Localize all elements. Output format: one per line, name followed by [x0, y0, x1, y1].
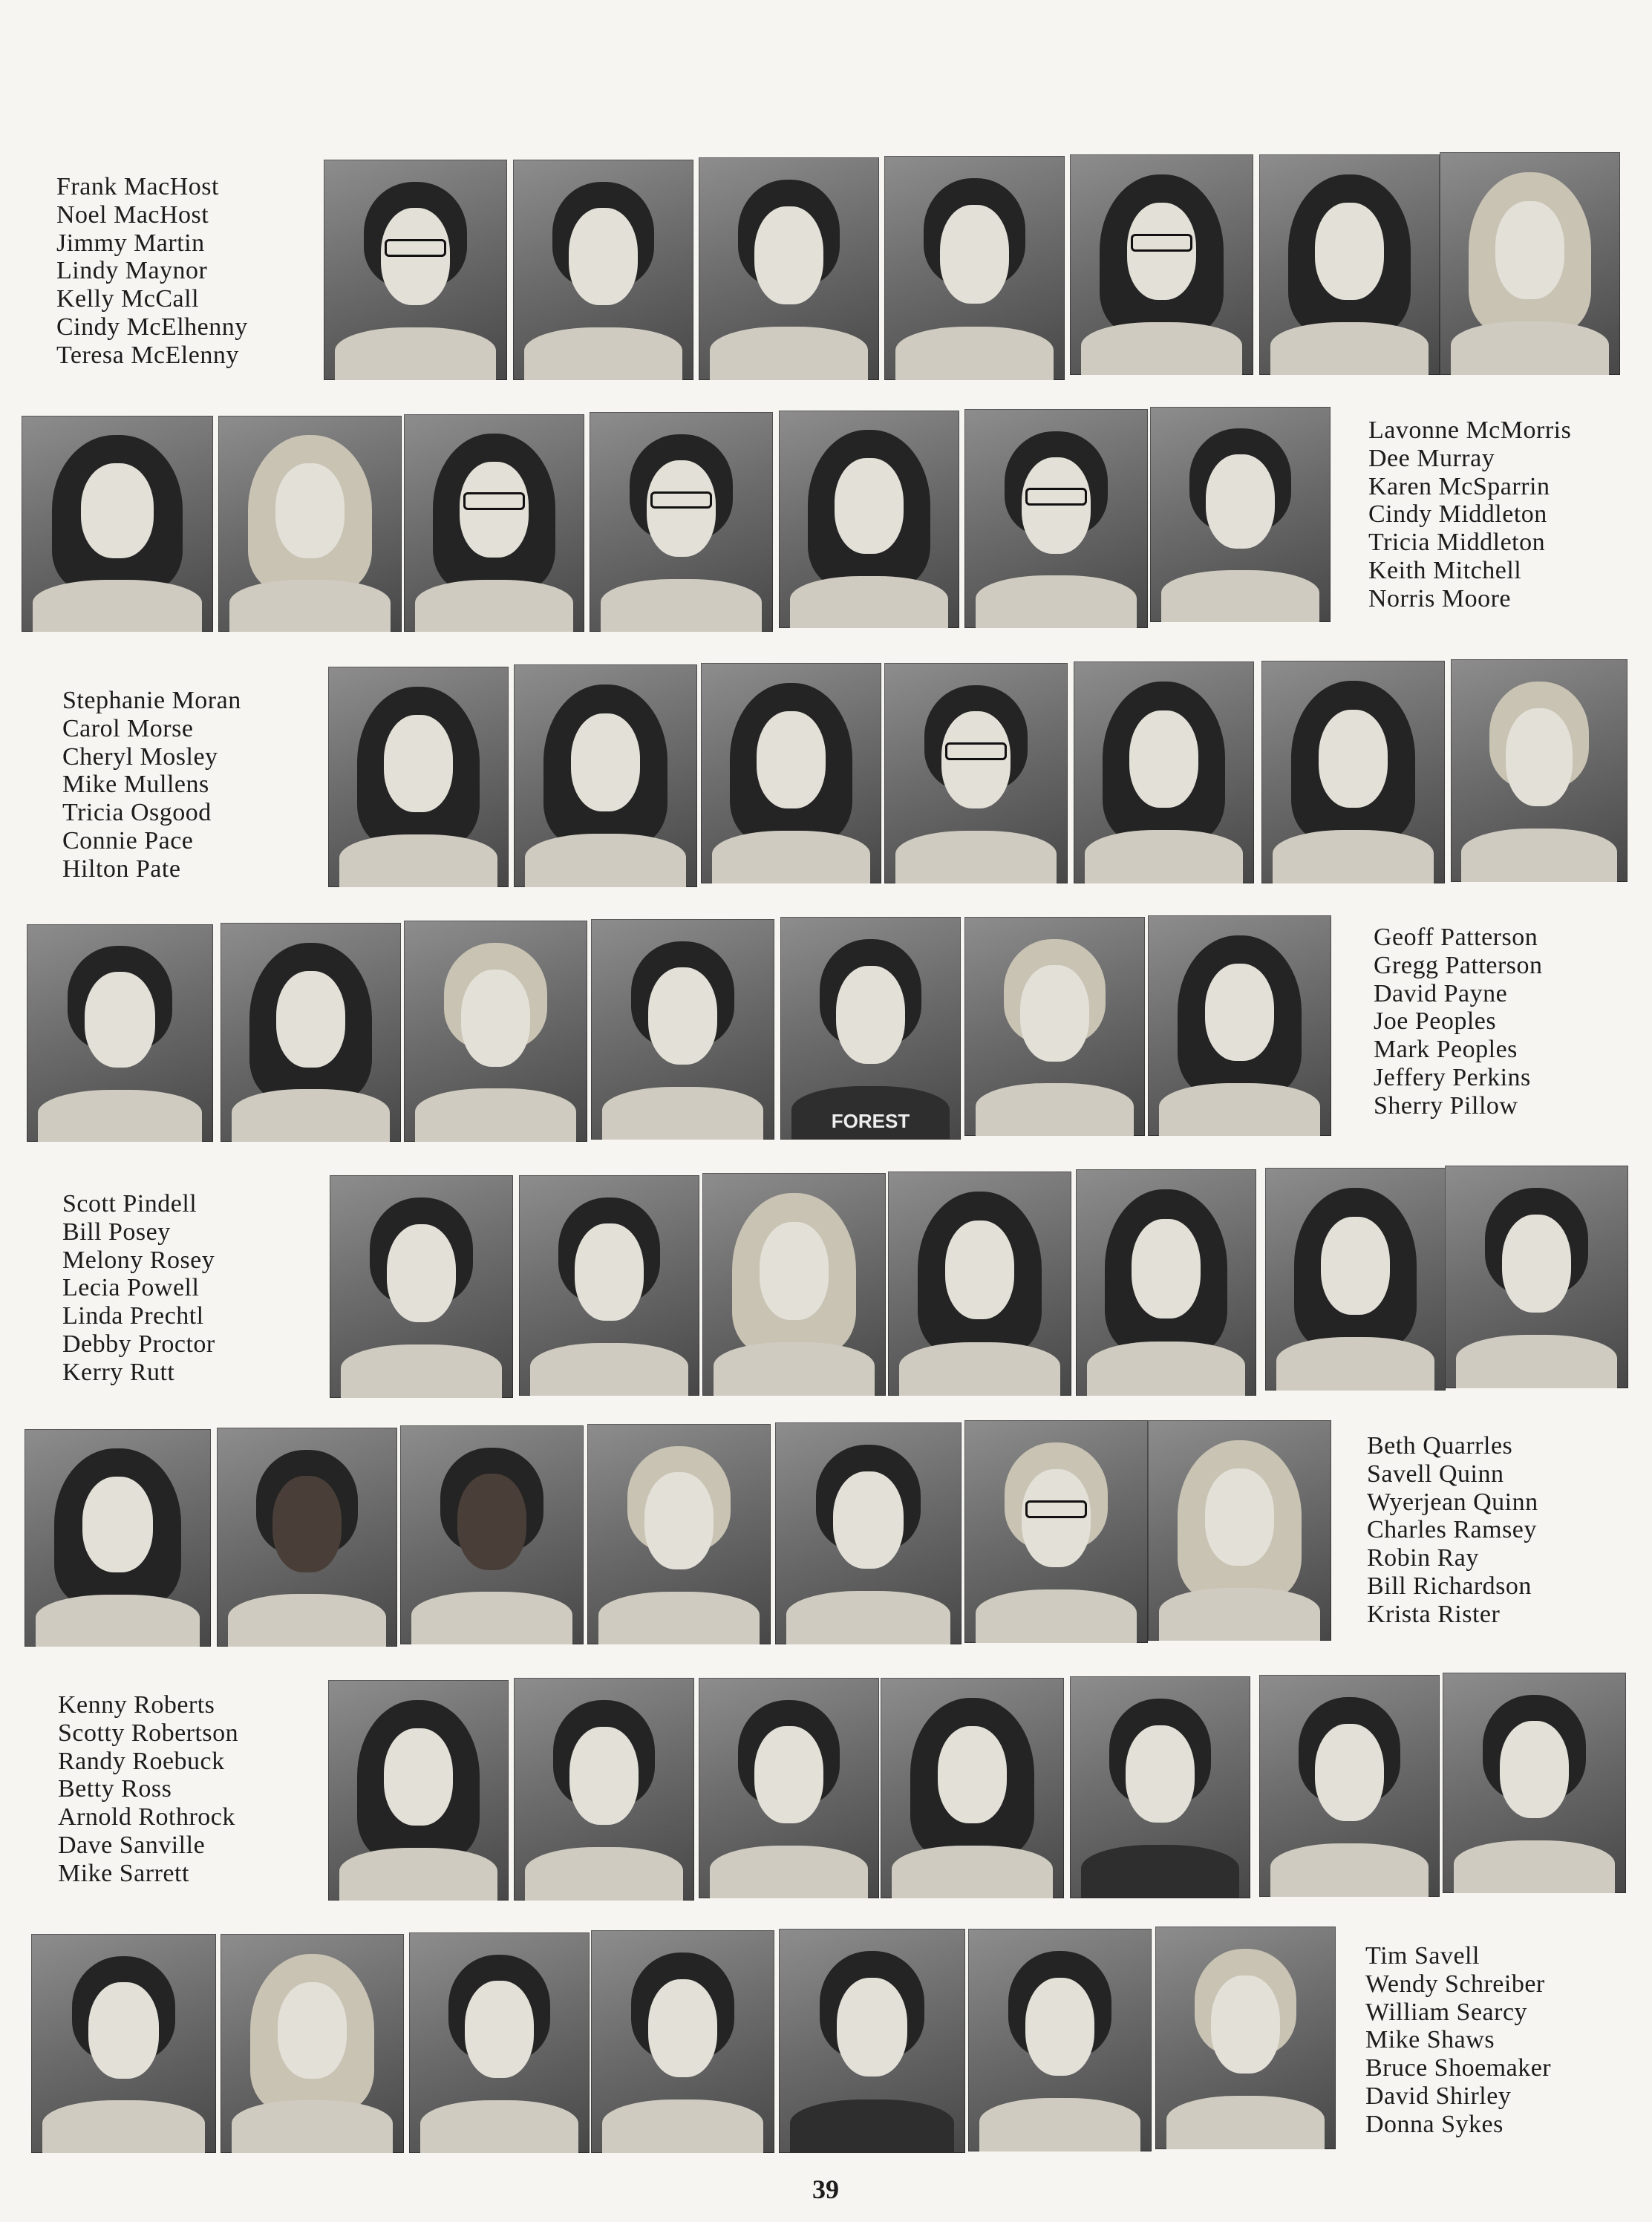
student-photo [519, 1175, 699, 1396]
student-photo [701, 663, 881, 883]
student-photo [22, 416, 213, 632]
student-name: Keith Mitchell [1368, 556, 1522, 584]
student-photo [884, 663, 1068, 883]
student-row-7 [0, 1667, 1652, 1904]
student-photo [514, 1678, 694, 1901]
student-photo [1265, 1168, 1446, 1391]
student-name: Charles Ramsey [1367, 1516, 1537, 1544]
student-name: Tim Savell [1365, 1942, 1480, 1970]
student-photo [1148, 915, 1331, 1136]
student-row-1 [0, 148, 1652, 386]
student-row-6 [0, 1414, 1652, 1652]
student-name: Wyerjean Quinn [1367, 1488, 1538, 1516]
student-name: Connie Pace [62, 826, 194, 855]
student-name: Mike Mullens [62, 771, 209, 799]
student-photo [881, 1678, 1064, 1898]
student-photo [1155, 1927, 1336, 2149]
student-name: Mike Sarrett [58, 1859, 189, 1887]
student-name: Kenny Roberts [58, 1691, 215, 1719]
student-name: Kelly McCall [56, 285, 200, 313]
student-name: Beth Quarrles [1367, 1432, 1513, 1460]
student-name: Jeffery Perkins [1374, 1063, 1531, 1091]
student-photo [1451, 659, 1627, 882]
student-photo [27, 924, 213, 1142]
student-photo [1148, 1420, 1331, 1641]
student-photo [590, 412, 773, 632]
student-photo [409, 1932, 590, 2153]
student-photo [964, 409, 1148, 628]
page-number: 39 [812, 2174, 839, 2204]
student-photo [1261, 661, 1445, 883]
student-photo [1259, 1675, 1440, 1897]
student-name: Arnold Rothrock [58, 1803, 235, 1831]
name-list [1365, 1942, 1551, 2139]
student-photo [1443, 1673, 1626, 1893]
student-name: Bill Richardson [1367, 1572, 1532, 1600]
student-name: Carol Morse [62, 714, 194, 742]
student-photo [968, 1929, 1152, 2151]
student-name: Gregg Patterson [1374, 951, 1543, 979]
student-name: Savell Quinn [1367, 1460, 1504, 1488]
student-photo [31, 1934, 216, 2153]
student-photo [775, 1422, 962, 1644]
student-name: Cindy McElhenny [56, 313, 248, 341]
student-name: Lecia Powell [62, 1274, 200, 1302]
name-list [62, 687, 241, 883]
shirt-lettering: FOREST [831, 1110, 910, 1132]
student-name: Teresa McElenny [56, 341, 239, 369]
student-photo [699, 157, 879, 380]
student-name: Krista Rister [1367, 1600, 1501, 1628]
student-photo [964, 1420, 1148, 1643]
student-name: Tricia Osgood [62, 799, 212, 827]
student-name: David Shirley [1365, 2082, 1512, 2110]
student-photo [330, 1175, 513, 1398]
student-name: Lavonne McMorris [1368, 416, 1572, 444]
student-photo [779, 1929, 965, 2153]
student-photo [218, 416, 402, 632]
student-name: Scotty Robertson [58, 1719, 239, 1747]
student-photo [1070, 1676, 1250, 1898]
student-name: Bill Posey [62, 1218, 171, 1246]
student-name: Robin Ray [1367, 1544, 1479, 1572]
student-name: Randy Roebuck [58, 1747, 225, 1775]
student-name: Dee Murray [1368, 444, 1495, 472]
student-row-5 [0, 1162, 1652, 1399]
student-photo [404, 414, 584, 632]
student-name: Karen McSparrin [1368, 472, 1550, 500]
student-photo [1070, 154, 1253, 375]
student-name: Geoff Patterson [1374, 924, 1538, 951]
student-photo [780, 917, 961, 1140]
student-photo [587, 1424, 771, 1644]
student-name: Scott Pindell [62, 1190, 197, 1218]
student-name: Lindy Maynor [56, 257, 208, 285]
student-photo [217, 1428, 397, 1647]
student-name: Norris Moore [1368, 584, 1512, 612]
name-list [1367, 1432, 1538, 1629]
student-name: Cheryl Mosley [62, 742, 218, 771]
student-photo [328, 667, 509, 887]
student-photo [591, 919, 774, 1140]
student-name: Wendy Schreiber [1365, 1970, 1545, 1998]
student-name: Joe Peoples [1374, 1007, 1497, 1036]
student-photo [513, 160, 693, 380]
student-name: Debby Proctor [62, 1330, 215, 1358]
student-photo [1440, 152, 1620, 375]
student-photo [328, 1680, 509, 1901]
student-photo [1259, 154, 1440, 375]
name-list [1374, 924, 1543, 1120]
student-photo [25, 1429, 211, 1647]
student-name: Sherry Pillow [1374, 1091, 1518, 1120]
student-name: Donna Sykes [1365, 2110, 1504, 2138]
student-name: Kerry Rutt [62, 1358, 175, 1386]
student-row-4 [0, 909, 1652, 1147]
student-photo [400, 1425, 584, 1644]
student-photo [779, 411, 959, 628]
student-name: Cindy Middleton [1368, 500, 1547, 529]
student-name: Tricia Middleton [1368, 529, 1546, 557]
student-name: Frank MacHost [56, 173, 219, 200]
student-photo [1074, 661, 1254, 883]
student-photo [888, 1172, 1071, 1396]
student-name: Jimmy Martin [56, 229, 205, 257]
student-photo [221, 923, 401, 1142]
student-row-8 [0, 1919, 1652, 2157]
student-name: Betty Ross [58, 1775, 172, 1803]
student-name: William Searcy [1365, 1998, 1528, 2026]
student-photo [702, 1173, 886, 1396]
student-photo [404, 921, 587, 1142]
name-list [62, 1190, 215, 1387]
name-list [56, 173, 248, 370]
name-list [1368, 416, 1571, 613]
student-name: Stephanie Moran [62, 687, 241, 714]
student-name: Dave Sanville [58, 1831, 206, 1859]
student-photo [1076, 1169, 1256, 1396]
student-name: Melony Rosey [62, 1246, 215, 1274]
student-name: Mike Shaws [1365, 2026, 1495, 2054]
student-name: Linda Prechtl [62, 1302, 204, 1330]
student-photo [514, 664, 697, 887]
student-photo [324, 160, 507, 380]
student-name: David Payne [1374, 979, 1508, 1007]
student-photo [964, 917, 1145, 1136]
student-name: Hilton Pate [62, 855, 181, 883]
student-photo [699, 1678, 879, 1898]
student-row-3 [0, 657, 1652, 895]
student-photo [884, 156, 1065, 380]
student-photo [591, 1930, 774, 2153]
student-name: Mark Peoples [1374, 1036, 1518, 1064]
student-row-2 [0, 401, 1652, 638]
student-name: Bruce Shoemaker [1365, 2054, 1552, 2082]
student-photo [1150, 407, 1331, 622]
student-photo [1445, 1166, 1628, 1388]
student-name: Noel MacHost [56, 200, 209, 229]
name-list [58, 1691, 238, 1888]
student-photo [221, 1934, 404, 2153]
